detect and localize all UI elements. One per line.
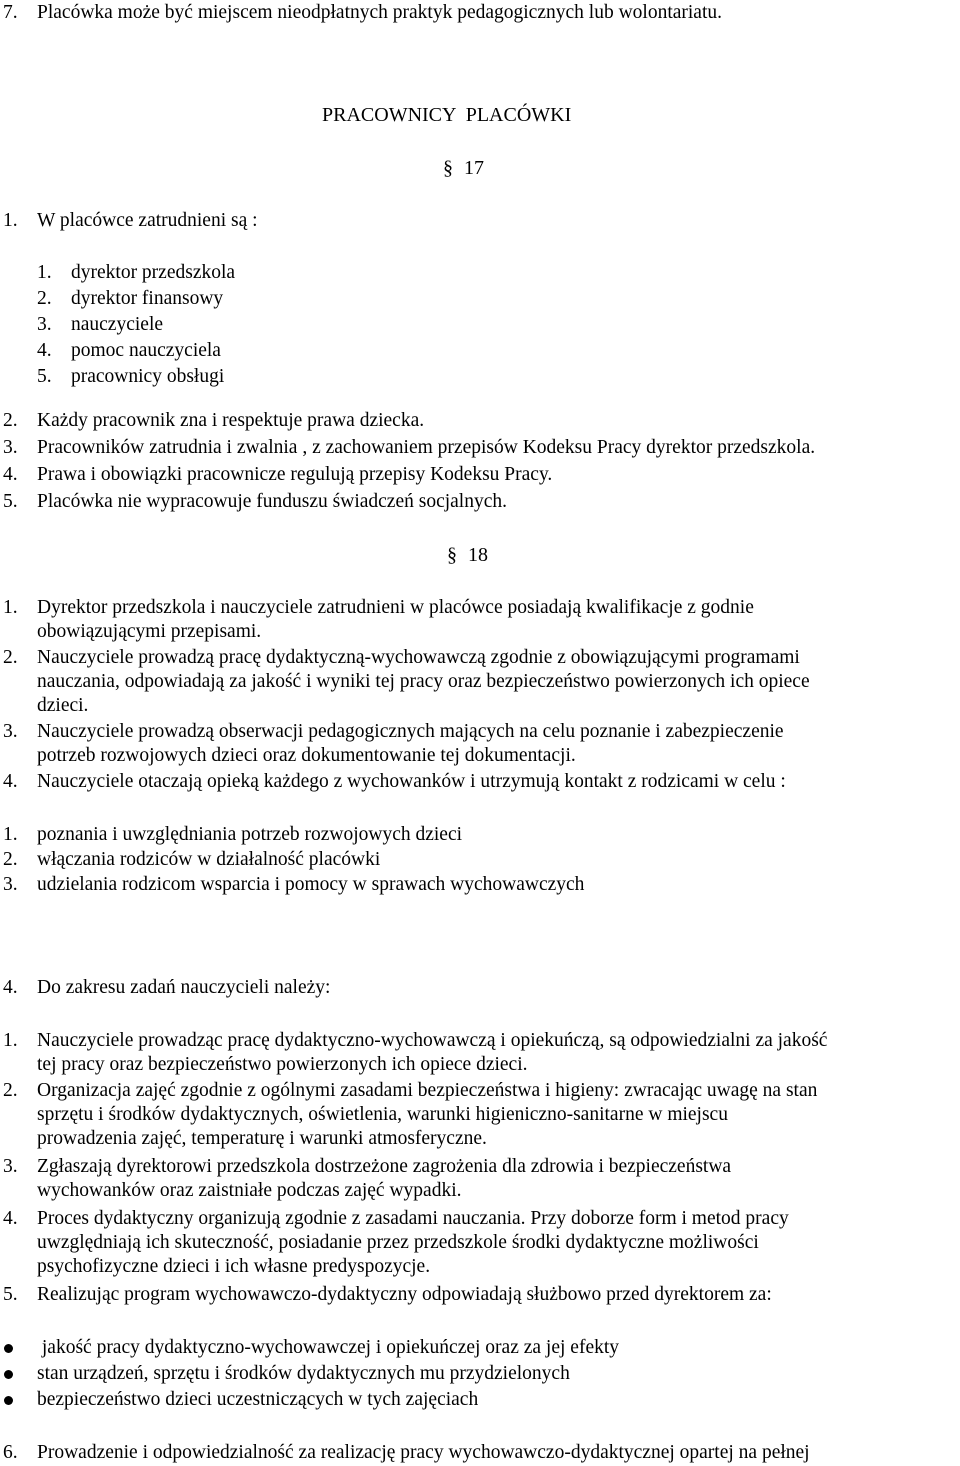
- item-number: 5.: [37, 366, 52, 387]
- item-number: 1.: [3, 824, 18, 845]
- item-line: nauczania, odpowiadają za jakość i wyniki tej pracy oraz bezpieczeństwo powierzonych ich opiece: [37, 671, 810, 692]
- item-text: Prowadzenie i odpowiedzialność za realizację pracy wychowawczo-dydaktycznej opartej na pełnej: [37, 1442, 810, 1463]
- section-sign-icon: [446, 541, 460, 567]
- item-number: 2.: [3, 410, 18, 431]
- item-number: 4.: [3, 1208, 18, 1229]
- item-line: psychofizyczne dzieci i ich własne predyspozycje.: [37, 1256, 431, 1277]
- item-line: prowadzenia zajęć, temperaturę i warunki atmosferyczne.: [37, 1128, 487, 1149]
- item-line: Proces dydaktyczny organizują zgodnie z zasadami nauczania. Przy doborze form i metod pracy: [37, 1208, 789, 1229]
- item-line: wychowanków oraz zaistniałe podczas zajęć wypadki.: [37, 1180, 462, 1201]
- section-sign-icon: [442, 154, 456, 180]
- item-number: 3.: [3, 1156, 18, 1177]
- item-number: 4.: [37, 340, 52, 361]
- item-line: Zgłaszają dyrektorowi przedszkola dostrzeżone zagrożenia dla zdrowia i bezpieczeństwa: [37, 1156, 732, 1177]
- item-number: 1.: [37, 262, 52, 283]
- item-text: udzielania rodzicom wsparcia i pomocy w sprawach wychowawczych: [37, 874, 585, 895]
- item-line: Nauczyciele prowadząc pracę dydaktyczno-wychowawczą i opiekuńczą, są odpowiedzialni za jakość: [37, 1030, 828, 1051]
- item-line: tej pracy oraz bezpieczeństwo powierzonych ich opiece dzieci.: [37, 1054, 528, 1075]
- item-line: sprzętu i środków dydaktycznych, oświetlenia, warunki higieniczno-sanitarne w miejscu: [37, 1104, 728, 1125]
- item-number: 1.: [3, 210, 18, 231]
- section-number: 18: [468, 544, 488, 566]
- bullet-text: stan urządzeń, sprzętu i środków dydaktycznych mu przydzielonych: [37, 1363, 570, 1384]
- item-text: Placówka nie wypracowuje funduszu świadczeń socjalnych.: [37, 491, 508, 512]
- section-number: 17: [464, 157, 484, 179]
- item-line: obowiązującymi przepisami.: [37, 621, 262, 642]
- item-number: 4.: [3, 771, 18, 792]
- item-number: 3.: [37, 314, 52, 335]
- item-text: Pracowników zatrudnia i zwalnia , z zachowaniem przepisów Kodeksu Pracy dyrektor przedszkola.: [37, 437, 816, 458]
- item-text: Do zakresu zadań nauczycieli należy:: [37, 977, 331, 998]
- item-text: Prawa i obowiązki pracownicze regulują przepisy Kodeksu Pracy.: [37, 464, 553, 485]
- item-number: 6.: [3, 1442, 18, 1463]
- item-line: uwzględniają ich skuteczność, posiadanie przez przedszkole środki dydaktyczne możliwości: [37, 1232, 759, 1253]
- item-number: 5.: [3, 1284, 18, 1305]
- item-text: pracownicy obsługi: [71, 366, 225, 387]
- item-number: 3.: [3, 721, 18, 742]
- item-number: 3.: [3, 874, 18, 895]
- item-text: dyrektor przedszkola: [71, 262, 236, 283]
- bullet-icon: [4, 1396, 13, 1405]
- item-text: W placówce zatrudnieni są :: [37, 210, 258, 231]
- item-number: 1.: [3, 597, 18, 618]
- bullet-text: jakość pracy dydaktyczno-wychowawczej i opiekuńczej oraz za jej efekty: [37, 1337, 620, 1358]
- bullet-text: bezpieczeństwo dzieci uczestniczących w tych zajęciach: [37, 1389, 479, 1410]
- item-number: 2.: [3, 1080, 18, 1101]
- item-text: poznania i uwzględniania potrzeb rozwojowych dzieci: [37, 824, 463, 845]
- item-number: 1.: [3, 1030, 18, 1051]
- item-text: Każdy pracownik zna i respektuje prawa dziecka.: [37, 410, 425, 431]
- item-number: 3.: [3, 437, 18, 458]
- item-number: 2.: [3, 647, 18, 668]
- item-line: Nauczyciele prowadzą pracę dydaktyczną-wychowawczą zgodnie z obowiązującymi programami: [37, 647, 800, 668]
- svg-text:§: §: [447, 544, 457, 566]
- item-number: 2.: [3, 849, 18, 870]
- item-number: 2.: [37, 288, 52, 309]
- item-line: Nauczyciele prowadzą obserwacji pedagogicznych mających na celu poznanie i zabezpieczenie: [37, 721, 784, 742]
- item-number: 5.: [3, 491, 18, 512]
- chapter-title: PRACOWNICY PLACÓWKI: [322, 104, 572, 126]
- bullet-icon: [4, 1344, 13, 1353]
- item-number: 7.: [3, 2, 18, 23]
- item-number: 4.: [3, 464, 18, 485]
- item-text: dyrektor finansowy: [71, 288, 224, 309]
- item-text: włączania rodziców w działalność placówki: [37, 849, 381, 870]
- item-text: nauczyciele: [71, 314, 164, 335]
- item-line: Realizując program wychowawczo-dydaktyczny odpowiadają służbowo przed dyrektorem za:: [37, 1284, 772, 1305]
- item-text: pomoc nauczyciela: [71, 340, 221, 361]
- item-text: Placówka może być miejscem nieodpłatnych praktyk pedagogicznych lub wolontariatu.: [37, 2, 722, 23]
- item-line: dzieci.: [37, 695, 89, 716]
- item-line: Organizacja zajęć zgodnie z ogólnymi zasadami bezpieczeństwa i higieny: zwracając uwagę na stan: [37, 1080, 818, 1101]
- bullet-icon: [4, 1370, 13, 1379]
- svg-text:§: §: [443, 157, 453, 179]
- item-line: potrzeb rozwojowych dzieci oraz dokumentowanie tej dokumentacji.: [37, 745, 576, 766]
- item-number: 4.: [3, 977, 18, 998]
- item-line: Nauczyciele otaczają opieką każdego z wychowanków i utrzymują kontakt z rodzicami w celu :: [37, 771, 786, 792]
- item-line: Dyrektor przedszkola i nauczyciele zatrudnieni w placówce posiadają kwalifikacje z godnie: [37, 597, 754, 618]
